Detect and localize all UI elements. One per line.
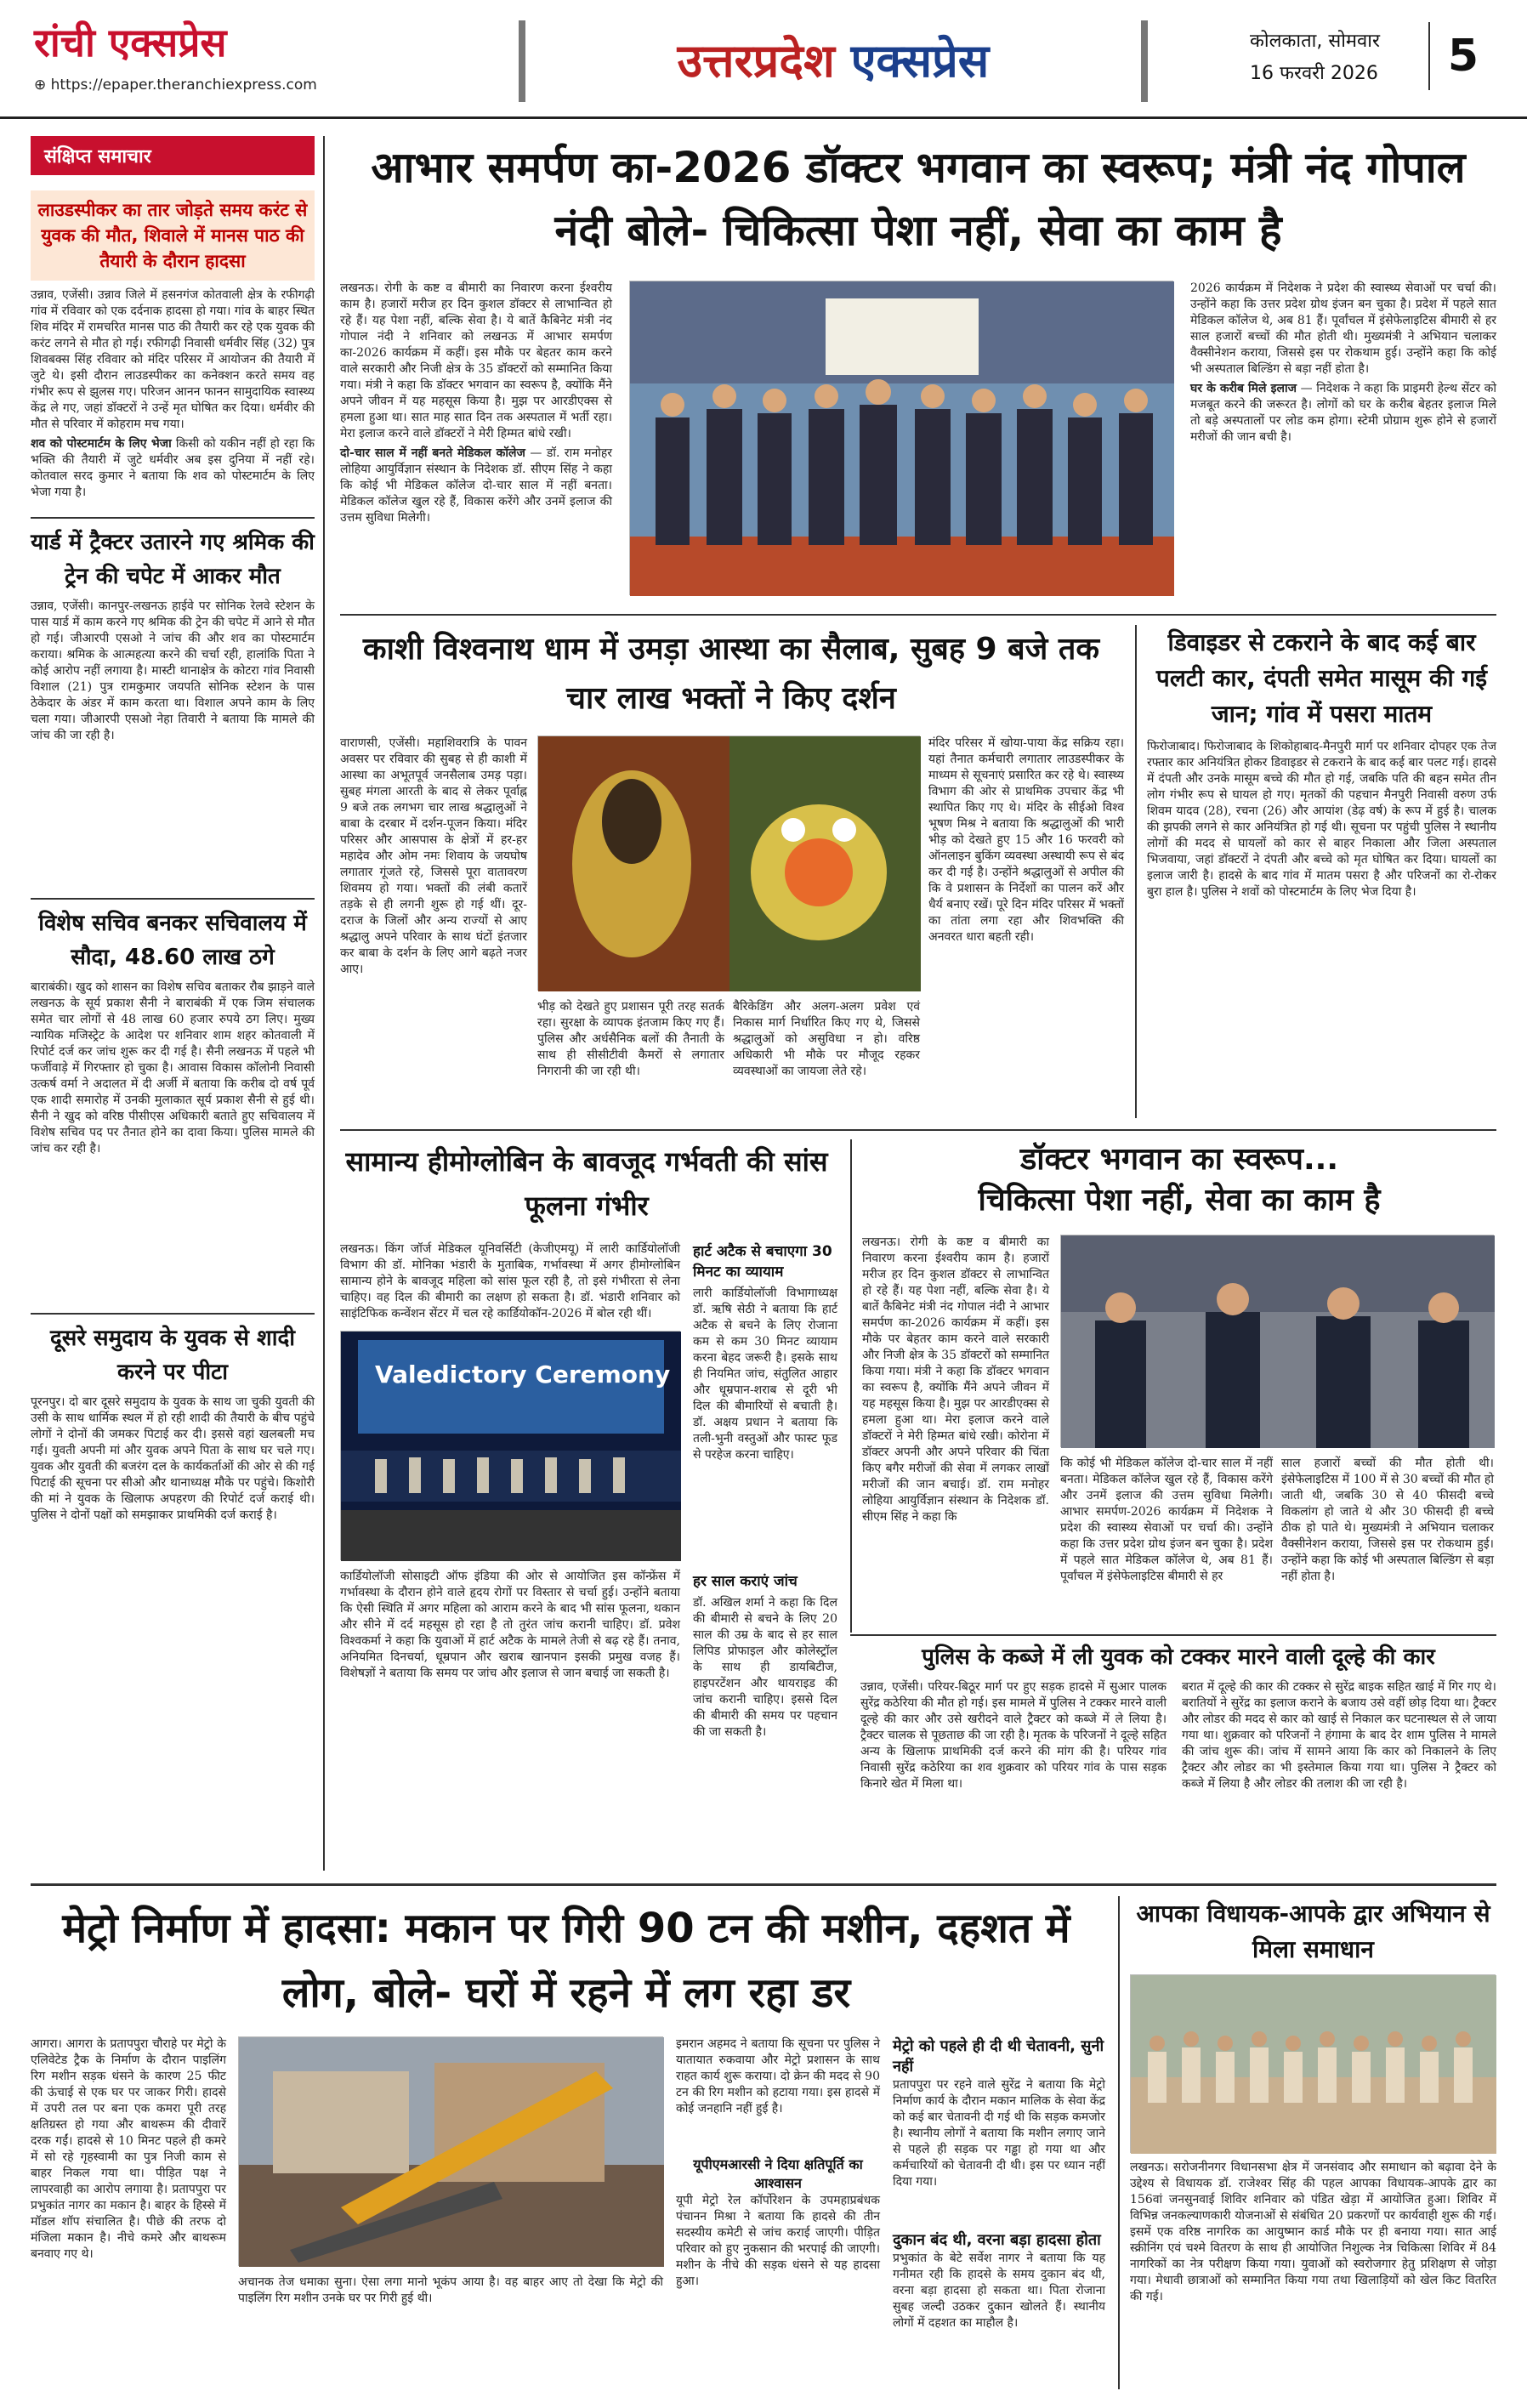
lead-body-right: 2026 कार्यक्रम में निदेशक ने प्रदेश की स्वास्थ्य सेवाओं पर चर्चा की। उन्होंने कहा कि उत्तर प्रदेश ग्रोथ इंजन बन चुका है। प्रदेश में पहले सात मेडिकल कॉलेज थे, अब 81 हैं। पूर्वांचल में इंसेफेलाइटिस बीमारी से हर साल हजारों बच्चों की मौत होती थी। मुख्यमंत्री ने अभियान चलाकर वैक्सीनेशन कराया, जिससे इस पर रोकथाम हुई। उन्होंने कहा कि कोई भी अस्पताल बिल्डिंग से बड़ा नहीं होता है। घर के करीब मिले इलाज — निदेशक ने कहा कि प्राइमरी हेल्थ सेंटर को मजबूत करने की जरूरत है। लोगों को घर के करीब बेहतर इलाज मिले तो बड़े अस्पतालों पर लोड कम होगा। स्टेमी प्रोग्राम शुरू होने से हजारों मरीजों की जान बची है। (1190, 281, 1496, 444)
doctor-headline: डॉक्टर भगवान का स्वरूप... (1019, 1142, 1338, 1177)
sidebar-tag: संक्षिप्त समाचार (31, 136, 315, 175)
dateline: कोलकाता, सोमवार 16 फरवरी 2026 (1250, 31, 1380, 84)
metro-headline: मेट्रो निर्माण में हादसा: मकान पर गिरी 90 टन की मशीन, दहशत में लोग, बोले- घरों में रहने में लग रहा डर (62, 1905, 1070, 2017)
kashi-caption-1: भीड़ को देखते हुए प्रशासन पूरी तरह सतर्क रहा। सुरक्षा के व्यापक इंतजाम किए गए हैं। पुलिस और अर्धसैनिक बलों की तैनाती के साथ ही सीसीटीवी कैमरों से लगातार निगरानी की जा रही थी। (537, 1000, 724, 1078)
accident-story (1135, 625, 1496, 1118)
metro-body: प्रभुकांत के बेटे सर्वेश नागर ने बताया कि यह गनीमत रही कि हादसे के समय दुकान बंद थी, वरना बड़ा हादसा हो सकता था। पिता रोजाना सुबह जल्दी उठकर दुकान खोलते हैं। स्थानीय लोगों में दहशत का माहौल है। (893, 2252, 1105, 2330)
doctor-body: कि कोई भी मेडिकल कॉलेज दो-चार साल में नहीं बनता। मेडिकल कॉलेज खुल रहे हैं, विकास करेंगे और उनमें इलाज की उत्तम सुविधा मिलेगी। आभार समर्पण-2026 कार्यक्रम में निदेशक ने प्रदेश की स्वास्थ्य सेवाओं पर चर्चा की। उन्होंने कहा कि उत्तर प्रदेश ग्रोथ इंजन बन चुका है। प्रदेश में पहले सात मेडिकल कॉलेज थे, अब 81 हैं। पूर्वांचल में इंसेफेलाइटिस बीमारी से हर (1060, 1457, 1273, 1583)
accident-body: फिरोजाबाद। फिरोजाबाद के शिकोहाबाद-मैनपुरी मार्ग पर शनिवार दोपहर एक तेज रफ्तार कार अनियंत्रित होकर डिवाइडर से टकराने के बाद कई बार पलट गई। हादसे में दंपती और उनके मासूम बच्चे की मौत हो गई, जबकि पति की बहन समेत तीन लोग गंभीर रूप से घायल हो गए। मृतकों की पहचान मैनपुरी निवासी वरुण उर्फ शिवम यादव (28), रचना (26) और आयांश (डेढ़ वर्ष) के रूप में हुई है। चालक की झपकी लगने से कार अनियंत्रित हो गई थी। सूचना पर पहुंची पुलिस ने स्थानीय लोगों की मदद से घायलों को कार से बाहर निकाला और जिला अस्पताल भिजवाया, जहां डॉक्टरों ने दंपती और बच्चे को मृत घोषित कर दिया। घायलों का इलाज जारी है। हादसे के बाद गांव में मातम पसरा है और परिजनों का रो-रोकर बुरा हाल है। पुलिस ने शवों को पोस्टमार्टम के लिए भेज दिया है। (1147, 740, 1496, 899)
hb-side-headline: हार्ट अटैक से बचाएगा 30 मिनट का व्यायाम (693, 1243, 832, 1281)
brief-body: पूरनपुर। दो बार दूसरे समुदाय के युवक के साथ जा चुकी युवती की उसी के साथ धार्मिक स्थल में हो रही शादी की तैयारी के बीच पहुंचे लोगों ने दोनों की जमकर पिटाई कर दी। इससे वहां खलबली मच गई। युवती अपनी मां और युवक अपने पिता के साथ घर चले गए। युवक और युवती की बजरंग दल के कार्यकर्ताओं की ओर से की गई पिटाई की सूचना पर सीओ और थानाध्यक्ष मौके पर पहुंचे। किशोरी की मां ने युवक के खिलाफ अपहरण की रिपोर्ट दर्ज कराई थी। पुलिस ने दोनों पक्षों को समझाकर प्राथमिकी दर्ज कराई है। (31, 1395, 315, 1522)
brief-body: उन्नाव, एजेंसी। उन्नाव जिले में हसनगंज कोतवाली क्षेत्र के रफीगढ़ी गांव में रविवार को एक दर्दनाक हादसा हो गया। गांव के बाहर स्थित शिव मंदिर में रामचरित मानस पाठ की तैयारी कर रहे एक युवक की करंट लगने से मौत हो गई। रफीगढ़ी निवासी धर्मवीर सिंह (32) पुत्र शिवबक्स सिंह रविवार को मंदिर परिसर में आयोजन की तैयारी में जुटे थे। इसी दौरान लाउडस्पीकर का कनेक्शन करते समय वह गंभीर रूप से झुलस गए। परिजन आनन फानन सामुदायिक स्वास्थ्य केंद्र ले गए, जहां डॉक्टरों ने उन्हें मृत घोषित कर दिया। धर्मवीर की मौत से परिवार में कोहराम मच गया। शव को पोस्टमार्टम के लिए भेजा किसी को यकीन नहीं हो रहा कि भक्ति की तैयारी में जुटे धर्मवीर अब इस दुनिया में नहीं रहे। कोतवाल सरद कुमार ने बताया कि शव को पोस्टमार्टम के लिए भेजा गया है। (31, 288, 315, 499)
hb-side-headline: हर साल कराएं जांच (693, 1573, 798, 1590)
hb-intro: लखनऊ। किंग जॉर्ज मेडिकल यूनिवर्सिटी (केजीएमयू) में लारी कार्डियोलॉजी विभाग की डॉ. मोनिका भंडारी के मुताबिक, गर्भावस्था में अगर हीमोग्लोबिन सामान्य होने के बावजूद महिला को सांस फूल रही है, तो इसे गंभीरता से लेना चाहिए। वह दिल की बीमारी का लक्षण हो सकता है। डॉ. भंडारी शनिवार को साइंटिफिक कन्वेंशन सेंटर में चल रहे कार्डियोकॉन-2026 में बोल रही थीं। (340, 1242, 680, 1320)
metro-body: यूपी मेट्रो रेल कॉर्पोरेशन के उपमहाप्रबंधक पंचानन मिश्रा ने बताया कि हादसे की तीन सदस्यीय कमेटी से जांच कराई जाएगी। पीड़ित परिवार को हुए नुकसान की भरपाई की जाएगी। मशीन के नीचे की सड़क धंसने से यह हादसा हुआ। (676, 2194, 880, 2288)
metro-body: प्रतापपुरा पर रहने वाले सुरेंद्र ने बताया कि मेट्रो निर्माण कार्य के दौरान मकान मालिक के सेवा केंद्र को कई बार चेतावनी दी गई थी कि सड़क कमजोर है। स्थानीय लोगों ने बताया कि मशीन लगाए जाने से पहले ही सड़क पर गड्ढा हो गया था और कर्मचारियों को चेतावनी दी थी। इस पर ध्यान नहीं दिया गया। (893, 2078, 1105, 2189)
metro-body: आगरा। आगरा के प्रतापपुरा चौराहे पर मेट्रो के एलिवेटेड ट्रैक के निर्माण के दौरान पाइलिंग रिग मशीन सड़क धंसने के कारण 25 फीट की ऊंचाई से एक घर पर जाकर गिरी। हादसे में उपरी तल पर बना एक कमरा पूरी तरह क्षतिग्रस्त हो गया और बाथरूम की दीवारें दरक गईं। हादसे से 10 मिनट पहले ही कमरे में सो रहे गृहस्वामी का पुत्र निजी काम से बाहर निकल गया था। पीड़ित पक्ष ने लापरवाही का आरोप लगाया है। प्रतापपुरा पर प्रभुकांत नागर का मकान है। बाहर के हिस्से में मॉडल शॉप संचालित है। पीछे की तरफ दो मंजिला मकान है। नीचे कमरे और बाथरूम बनवाए गए थे। (31, 2037, 226, 2261)
brief-headline: लाउडस्पीकर का तार जोड़ते समय करंट से युवक की मौत, शिवाले में मानस पाठ की तैयारी के दौरान हादसा (37, 200, 308, 271)
lead-body-left: लखनऊ। रोगी के कष्ट व बीमारी का निवारण करना ईश्वरीय काम है। हजारों मरीज हर दिन कुशल डॉक्टर से लाभान्वित हो रहे हैं। यह पेशा नहीं, बल्कि सेवा है। ये बातें कैबिनेट मंत्री नंद गोपाल नंदी ने शनिवार को लखनऊ में आभार समर्पण का-2026 कार्यक्रम में कहीं। इस मौके पर बेहतर काम करने वाले सरकारी और निजी क्षेत्र के 35 डॉक्टरों को सम्मानित किया गया। मंत्री ने कहा कि डॉक्टर भगवान का स्वरूप है, क्योंकि मैंने अपने जीवन में यह महसूस किया है। मुझ पर आरडीएक्स से हमला हुआ था। सात माह सात दिन तक अस्पताल में भर्ती रहा। मेरा इलाज करने वाले डॉक्टरों ने मेरी हिम्मत बांधे रखी। दो-चार साल में नहीं बनते मेडिकल कॉलेज — डॉ. राम मनोहर लोहिया आयुर्विज्ञान संस्थान के निदेशक डॉ. सीएम सिंह ने कहा कि कोई भी मेडिकल कॉलेज दो-चार साल में नहीं बनता। मेडिकल कॉलेज खुल रहे हैं, विकास करेंगे और उनमें इलाज की उत्तम सुविधा मिलेगी। (340, 281, 612, 525)
kashi-photo (537, 735, 920, 991)
jansunwai-camp-photo (1131, 1975, 1496, 2154)
lead-headline: आभार समर्पण का-2026 डॉक्टर भगवान का स्वरूप; मंत्री नंद गोपाल नंदी बोले- चिकित्सा पेशा नहीं, सेवा का काम है (371, 143, 1466, 255)
valedictory-stage-photo (341, 1332, 681, 1561)
hb-side-body: डॉ. अखिल शर्मा ने कहा कि दिल की बीमारी से बचने के लिए 20 साल की उम्र के बाद से हर साल लिपिड प्रोफाइल और कोलेस्ट्रॉल के साथ ही डायबिटीज, हाइपरटेंशन और थायराइड की जांच करानी चाहिए। इससे दिल की बीमारी की समय पर पहचान की जा सकती है। (693, 1596, 837, 1739)
metro-subhead: यूपीएमआरसी ने दिया क्षतिपूर्ति का आश्वासन (693, 2156, 863, 2191)
hb-headline: सामान्य हीमोग्लोबिन के बावजूद गर्भवती की सांस फूलना गंभीर (345, 1145, 828, 1222)
page-header (0, 0, 1527, 119)
kashi-body: वाराणसी, एजेंसी। महाशिवरात्रि के पावन अवसर पर रविवार की सुबह से ही काशी में आस्था का अभूतपूर्व जनसैलाब उमड़ पड़ा। सुबह मंगला आरती के बाद से लेकर पूर्वाह्न 9 बजे तक लगभग चार लाख श्रद्धालुओं ने बाबा के दरबार में दर्शन-पूजन किया। मंदिर परिसर और आसपास के क्षेत्रों में हर-हर महादेव और ओम नमः शिवाय के जयघोष लगातार गूंजते रहे, जिससे पूरा वातावरण शिवमय हो गया। भक्तों की लंबी कतारें तड़के से ही लगनी शुरू हो गई थीं। दूर-दराज के जिलों और अन्य राज्यों से आए श्रद्धालु अपने परिवार के साथ घंटों इंतजार कर बाबा के दर्शन के लिए आगे बढ़ते नजर आए। (340, 736, 527, 976)
hb-body: कार्डियोलॉजी सोसाइटी ऑफ इंडिया की ओर से आयोजित इस कॉन्फ्रेंस में गर्भावस्था के दौरान होने वाले हृदय रोगों पर विस्तार से चर्चा हुई। उन्होंने बताया कि ऐसी स्थिति में अगर महिला को आराम करने के बाद भी सांस फूलना, थकान और सीने में दर्द महसूस हो रहा है तो तुरंत जांच करानी चाहिए। डॉ. प्रवेश विश्वकर्मा ने कहा कि युवाओं में हार्ट अटैक के मामले तेजी से बढ़ रहे हैं। तनाव, अनियमित दिनचर्या, धूम्रपान और खराब खानपान इसकी प्रमुख वजह हैं। विशेषज्ञों ने बताया कि समय पर जांच और इलाज से जान बचाई जा सकती है। (340, 1570, 680, 1680)
doctor-subheadline: चिकित्सा पेशा नहीं, सेवा का काम है (978, 1183, 1381, 1218)
conference-photo (340, 1331, 680, 1560)
doctor-story (850, 1139, 1496, 1633)
kashi-body-right: मंदिर परिसर में खोया-पाया केंद्र सक्रिय रहा। यहां तैनात कर्मचारी लगातार लाउडस्पीकर के माध्यम से सूचनाएं प्रसारित कर रहे थे। स्वास्थ्य विभाग की ओर से प्राथमिक उपचार केंद्र भी स्थापित किए गए थे। मंदिर के सीईओ विश्व भूषण मिश्र ने बताया कि श्रद्धालुओं की भारी भीड़ को देखते हुए 15 और 16 फरवरी को ऑनलाइन बुकिंग व्यवस्था अस्थायी रूप से बंद कर दी गई है। उन्होंने श्रद्धालुओं से अपील की कि वे प्रशासन के निर्देशों का पालन करें और धैर्य बनाए रखें। पूरे दिन मंदिर परिसर में भक्तों का तांता लगा रहा और शिवभक्ति की अनवरत धारा बहती रही। (928, 736, 1124, 944)
doctors-group-photo (630, 281, 1174, 596)
epaper-url[interactable]: ⊕ https://epaper.theranchiexpress.com (34, 77, 317, 94)
doctor-photo (1060, 1235, 1494, 1447)
brief-headline: दूसरे समुदाय के युवक से शादी करने पर पीटा (31, 1313, 315, 1389)
brief-body: बाराबंकी। खुद को शासन का विशेष सचिव बताकर रौब झाड़ने वाले लखनऊ के सूर्य प्रकाश सैनी ने बाराबंकी में एक जिम संचालक समेत चार लोगों से 48 लाख 60 हजार रुपये ठग लिए। मुख्य न्यायिक मजिस्ट्रेट के आदेश पर शनिवार शाम शहर कोतवाली में रिपोर्ट दर्ज कर जांच शुरू कर दी गई है। सैनी लखनऊ में पहले भी फर्जीवाड़े में गिरफ्तार हो चुका है। आवास विकास कॉलोनी निवासी उत्कर्ष वर्मा ने अदालत में दी अर्जी में बताया कि करीब दो वर्ष पूर्व एक शादी समारोह में उनकी मुलाकात सूर्य प्रकाश सैनी से हुई थी। सैनी ने खुद को वरिष्ठ पीसीएस अधिकारी बताते हुए सचिवालय में विशेष सचिव पद पर तैनात होने का दावा किया। पुलिस मामले की जांच कर रही है। (31, 980, 315, 1156)
mla-headline: आपका विधायक-आपके द्वार अभियान से मिला समाधान (1136, 1900, 1490, 1963)
page-number: 5 (1428, 22, 1496, 90)
metro-caption: अचानक तेज धमाका सुना। ऐसा लगा मानो भूकंप आया है। वह बाहर आए तो देखा कि मेट्रो की पाइलिंग रिग मशीन उनके घर पर गिरी हुई थी। (238, 2275, 663, 2305)
kashi-headline: काशी विश्वनाथ धाम में उमड़ा आस्था का सैलाब, सुबह 9 बजे तक चार लाख भक्तों ने किए दर्शन (362, 632, 1100, 716)
newspaper-logo: रांची एक्सप्रेस (34, 20, 227, 65)
metro-subhead: दुकान बंद थी, वरना बड़ा हादसा होता (893, 2231, 1101, 2249)
collapsed-machine-photo (239, 2037, 664, 2267)
accident-headline: डिवाइडर से टकराने के बाद कई बार पलटी कार, दंपती समेत मासूम की गई जान; गांव में पसरा मातम (1155, 628, 1488, 728)
mla-photo (1130, 1974, 1496, 2153)
police-body: उन्नाव, एजेंसी। परियर-बिठूर मार्ग पर हुए सड़क हादसे में सुआर पालक सुरेंद्र कठेरिया की मौत हो गई। इस मामले में पुलिस ने टक्कर मारने वाली दूल्हे की कार और उसे खरीदने वाले ट्रैक्टर को कब्जे में ले लिया है। ट्रैक्टर चालक से पूछताछ की जा रही है। मृतक के परिजनों ने दूल्हे सहित अन्य के खिलाफ प्राथमिकी दर्ज करने की मांग की है। परियर गांव निवासी सुरेंद्र कठेरिया का शव शुक्रवार को परियर गांव के पास सड़क किनारे खेत में मिला था। (860, 1680, 1167, 1791)
shivling-photo (538, 736, 921, 991)
hb-sidebar (693, 1241, 837, 1739)
doctors-event-photo (1061, 1235, 1495, 1448)
masthead: उत्तरप्रदेश एक्सप्रेस (519, 20, 1148, 102)
brief-body: उन्नाव, एजेंसी। कानपुर-लखनऊ हाईवे पर सोनिक रेलवे स्टेशन के पास यार्ड में काम करने गए श्रमिक की ट्रेन की चपेट में आने से मौत हो गई। जीआरपी एसओ ने जांच की और शव का पोस्टमार्टम कराया। श्रमिक के आत्महत्या करने की चर्चा रही, हालांकि पिता ने कोई आरोप नहीं लगाया है। मास्टी थानाक्षेत्र के कोटरा गांव निवासी विशाल (21) पुत्र रामकुमार जयपति सोनिक स्टेशन के पास ठेकेदार के अंडर में काम करता था। विशाल अपने काम के लिए चला गया। जीआरपी एसओ नेहा तिवारी ने बताया कि मामले की जांच की जा रही है। (31, 599, 315, 742)
doctor-body: लखनऊ। रोगी के कष्ट व बीमारी का निवारण करना ईश्वरीय काम है। हजारों मरीज हर दिन कुशल डॉक्टर से लाभान्वित हो रहे हैं। यह पेशा नहीं, बल्कि सेवा है। ये बातें कैबिनेट मंत्री नंद गोपाल नंदी ने आभार समर्पण का-2026 कार्यक्रम में कहीं। इस मौके पर बेहतर काम करने वाले सरकारी और निजी क्षेत्र के 35 डॉक्टरों को सम्मानित किया गया। मंत्री ने कहा कि डॉक्टर भगवान का स्वरूप है, क्योंकि मैंने अपने जीवन में यह महसूस किया है। मुझ पर आरडीएक्स से हमला हुआ था। मेरा इलाज करने वाले डॉक्टरों ने मेरी हिम्मत बांधे रखी। कोरोना में डॉक्टर अपनी और अपने परिवार की चिंता किए बगैर मरीजों की सेवा में लगकर लाखों मरीजों की जान बचाई। डॉ. राम मनोहर लोहिया आयुर्विज्ञान संस्थान के निदेशक डॉ. सीएम सिंह ने कहा कि (862, 1235, 1049, 1524)
doctor-body: साल हजारों बच्चों की मौत होती थी। इंसेफेलाइटिस में 100 में से 30 बच्चों की मौत हो जाती थी, जबकि 30 से 40 फीसदी बच्चे विकलांग हो जाते थे और 30 फीसदी ही बच्चे ठीक हो पाते थे। मुख्यमंत्री ने अभियान चलाकर वैक्सीनेशन कराया, जिससे इस पर रोकथाम हुई। उन्होंने कहा कि कोई भी अस्पताल बिल्डिंग से बड़ा नहीं होता है। (1281, 1457, 1494, 1583)
hb-side-body: लारी कार्डियोलॉजी विभागाध्यक्ष डॉ. ऋषि सेठी ने बताया कि हार्ट अटैक से बचने के लिए रोजाना कम से कम 30 मिनट व्यायाम करना बेहद जरूरी है। इसके साथ ही नियमित जांच, संतुलित आहार और धूम्रपान-शराब से दूरी भी दिल की बीमारियों से बचाती है। डॉ. अक्षय प्रधान ने बताया कि तली-भुनी वस्तुओं और फास्ट फूड से परहेज करना चाहिए। (693, 1286, 837, 1462)
mla-story (1118, 1896, 1496, 2389)
lead-photo (629, 281, 1173, 595)
metro-column-3 (893, 2036, 1105, 2385)
mla-body: लखनऊ। सरोजनीनगर विधानसभा क्षेत्र में जनसंवाद और समाधान को बढ़ावा देने के उद्देश्य से विधायक डॉ. राजेश्वर सिंह की पहल आपका विधायक-आपके द्वार का 156वां जनसुनवाई शिविर शनिवार को पंडित खेड़ा में आयोजित हुआ। शिविर में विभिन्न जनकल्याणकारी योजनाओं से संबंधित 20 प्रकरणों पर कार्यवाही शुरू की गई। इसमें एक वरिष्ठ नागरिक का आयुष्मान कार्ड मौके पर ही बनाया गया। सात आई स्क्रीनिंग एवं चश्मे वितरण के साथ ही आयोजित निशुल्क नेत्र चिकित्सा शिविर में 84 नागरिकों का नेत्र परीक्षण किया गया। युवाओं को स्वरोजगार हेतु प्रशिक्षण से जोड़ा गया। मेधावी छात्राओं को सम्मानित किया गया तथा खिलाड़ियों को खेल किट वितरित की गई। (1130, 2161, 1496, 2303)
police-headline: पुलिस के कब्जे में ली युवक को टक्कर मारने वाली दूल्हे की कार (922, 1644, 1435, 1670)
sidebar-column (31, 136, 325, 1871)
brief-article (31, 190, 315, 281)
metro-subhead: मेट्रो को पहले ही दी थी चेतावनी, सुनी नहीं (893, 2037, 1104, 2076)
metro-column-2 (676, 2036, 880, 2385)
metro-body: इमरान अहमद ने बताया कि सूचना पर पुलिस ने यातायात रुकवाया और मेट्रो प्रशासन के साथ राहत कार्य शुरू कराया। दो क्रेन की मदद से 90 टन की रिग मशीन को हटाया गया। इस हादसे में कोई जनहानि नहीं हुई है। (676, 2037, 880, 2116)
banner-text: Valedictory Ceremony (375, 1360, 671, 1389)
kashi-caption-2: बैरिकेडिंग और अलग-अलग प्रवेश एवं निकास मार्ग निर्धारित किए गए थे, जिससे श्रद्धालुओं को असुविधा न हो। वरिष्ठ अधिकारी भी मौके पर मौजूद रहकर व्यवस्थाओं का जायजा लेते रहे। (733, 1000, 920, 1078)
police-body: बरात में दूल्हे की कार की टक्कर से सुरेंद्र बाइक सहित खाई में गिर गए थे। बरातियों ने सुरेंद्र का इलाज कराने के बजाय उसे वहीं छोड़ दिया था। ट्रैक्टर और लोडर की मदद से कार को खाई से निकाल कर घटनास्थल से ले जाया गया था। शुक्रवार को परिजनों ने हंगामा के बाद देर शाम पुलिस ने मामले की जांच शुरू की। जांच में सामने आया कि कार को निकालने के लिए ट्रैक्टर और लोडर का भी इस्तेमाल किया गया था। पुलिस ने ट्रैक्टर को कब्जे में लिया है और लोडर की तलाश की जा रही है। (1182, 1680, 1496, 1791)
metro-photo (238, 2036, 663, 2266)
brief-headline: विशेष सचिव बनकर सचिवालय में सौदा, 48.60 लाख ठगे (31, 898, 315, 974)
brief-headline: यार्ड में ट्रैक्टर उतारने गए श्रमिक की ट्रेन की चपेट में आकर मौत (31, 517, 315, 593)
